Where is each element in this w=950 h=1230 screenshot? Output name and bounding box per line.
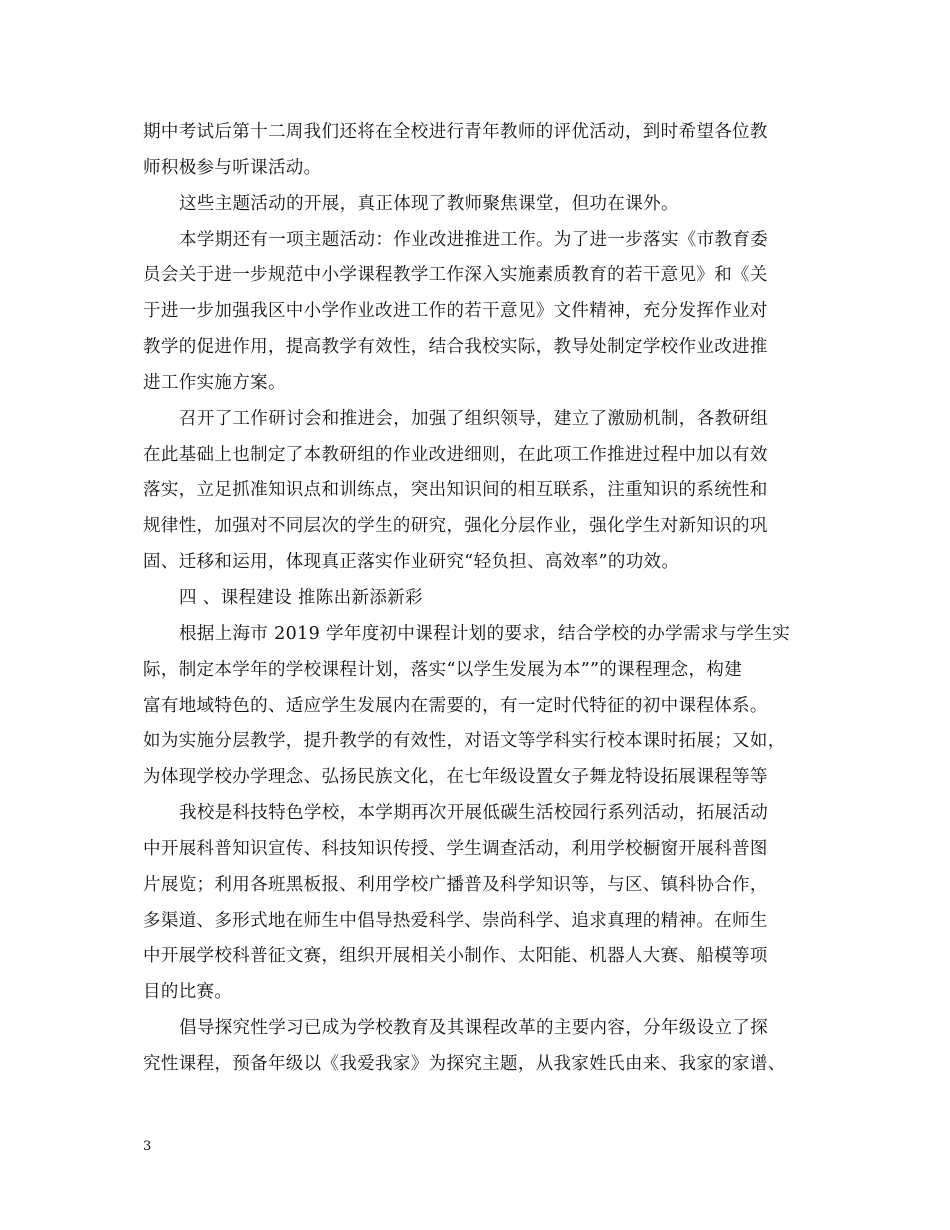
- body-text: [143, 115, 810, 1083]
- text-line: 落实，立足抓准知识点和训练点，突出知识间的相互联系，注重知识的系统性和: [143, 480, 768, 501]
- text-line: 员会关于进一步规范中小学课程教学工作深入实施素质教育的若干意见》和《关: [143, 265, 768, 286]
- text-line: 目的比赛。: [143, 982, 233, 1003]
- paragraph-start-line: 这些主题活动的开展，真正体现了教师聚焦课堂，但功在课外。: [179, 193, 679, 214]
- text-line: 中开展学校科普征文赛，组织开展相关小制作、太阳能、机器人大赛、船模等项: [143, 946, 768, 967]
- text-line: 规律性，加强对不同层次的学生的研究，强化分层作业，强化学生对新知识的巩: [143, 516, 768, 537]
- text-line: 为体现学校办学理念、弘扬民族文化，在七年级设置女子舞龙特设拓展课程等等: [143, 767, 768, 788]
- paragraph-start-line: 根据上海市 2019 学年度初中课程计划的要求，结合学校的办学需求与学生实: [179, 623, 791, 644]
- text-line: 期中考试后第十二周我们还将在全校进行青年教师的评优活动，到时希望各位教: [143, 122, 768, 142]
- paragraph-start-line: 本学期还有一项主题活动：作业改进推进工作。为了进一步落实《市教育委: [179, 229, 769, 250]
- text-line: 中开展科普知识宣传、科技知识传授、学生调查活动，利用学校橱窗开展科普图: [143, 838, 768, 859]
- text-line: 多渠道、多形式地在师生中倡导热爱科学、崇尚科学、追求真理的精神。在师生: [143, 910, 768, 931]
- text-line: 固、迁移和运用，体现真正落实作业研究“轻负担、高效率”的功效。: [143, 552, 680, 573]
- paragraph-start-line: 倡导探究性学习已成为学校教育及其课程改革的主要内容，分年级设立了探: [179, 1018, 769, 1039]
- text-line: 教学的促进作用，提高教学有效性，结合我校实际，教导处制定学校作业改进推: [143, 337, 768, 358]
- text-line: 如为实施分层教学，提升教学的有效性，对语文等学科实行校本课时拓展；又如，: [143, 731, 786, 752]
- text-line: 师积极参与听课活动。: [143, 157, 322, 178]
- section-heading: 四 、课程建设 推陈出新添新彩: [179, 587, 423, 608]
- page-number: 3: [143, 1139, 152, 1154]
- text-line: 于进一步加强我区中小学作业改进工作的若干意见》文件精神，充分发挥作业对: [143, 301, 768, 322]
- paragraph-start-line: 召开了工作研讨会和推进会，加强了组织领导，建立了激励机制，各教研组: [179, 408, 769, 429]
- text-line: 究性课程，预备年级以《我爱我家》为探究主题，从我家姓氏由来、我家的家谱、: [143, 1053, 786, 1074]
- text-line: 际，制定本学年的学校课程计划，落实“以学生发展为本””的课程理念，构建: [143, 659, 743, 680]
- text-line: 富有地域特色的、适应学生发展内在需要的，有一定时代特征的初中课程体系。: [143, 695, 768, 716]
- text-line: 片展览；利用各班黑板报、利用学校广播普及科学知识等，与区、镇科协合作，: [143, 874, 768, 895]
- text-line: 进工作实施方案。: [143, 372, 286, 393]
- text-line: 在此基础上也制定了本教研组的作业改进细则，在此项工作推进过程中加以有效: [143, 444, 768, 465]
- paragraph-start-line: 我校是科技特色学校，本学期再次开展低碳生活校园行系列活动，拓展活动: [179, 803, 769, 824]
